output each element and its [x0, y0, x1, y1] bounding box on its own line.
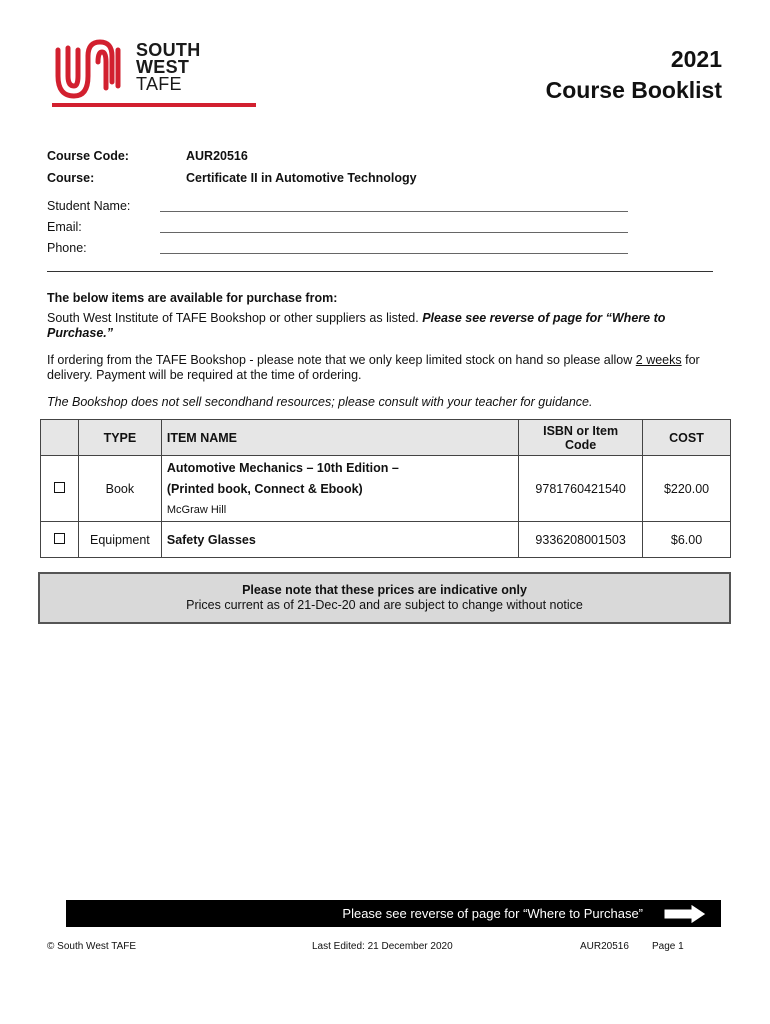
- ordering-text-post: for delivery. Payment will be required at the time of ordering.: [47, 353, 700, 382]
- row-type: Equipment: [78, 522, 161, 558]
- row-item-name: Safety Glasses: [161, 522, 518, 558]
- title-year: 2021: [670, 46, 722, 72]
- footer-last-edited: Last Edited: 21 December 2020: [312, 941, 453, 952]
- email-label: Email:: [47, 220, 82, 234]
- logo-mark-icon: [52, 36, 132, 102]
- table-row: [41, 522, 731, 558]
- logo-line-tafe: TAFE: [136, 74, 182, 94]
- logo-underline: [52, 103, 256, 107]
- course-code-label: Course Code:: [47, 149, 129, 163]
- footer-copyright: © South West TAFE: [47, 941, 137, 952]
- booklist-table: [40, 419, 731, 558]
- suppliers-paragraph: [47, 311, 707, 341]
- footer-page-number: Page 1: [652, 941, 684, 952]
- checkbox[interactable]: [54, 482, 65, 493]
- item-format: (Printed book, Connect & Ebook): [166, 481, 363, 496]
- footer-course-code: AUR20516: [580, 941, 629, 952]
- row-cost: $220.00: [643, 456, 731, 522]
- row-type: Book: [78, 456, 161, 522]
- row-isbn: 9781760421540: [519, 456, 643, 522]
- ordering-text-pre: If ordering from the TAFE Bookshop - please note that we only keep limited stock on hand so please allow: [47, 353, 633, 367]
- ordering-weeks: 2 weeks: [635, 353, 682, 367]
- table-row: [41, 456, 731, 522]
- row-isbn: 9336208001503: [519, 522, 643, 558]
- notice-line2: Prices current as of 21-Dec-20 and are subject to change without notice: [186, 598, 583, 612]
- header-checkbox-col: [41, 420, 79, 456]
- logo-wordmark: [136, 42, 201, 93]
- secondhand-note: The Bookshop does not sell secondhand resources; please consult with your teacher for guidance.: [47, 395, 593, 409]
- notice-line1: Please note that these prices are indicative only: [242, 583, 527, 597]
- where-to-purchase-text: Please see reverse of page for “Where to Purchase”: [342, 906, 643, 921]
- course-label: Course:: [47, 171, 95, 185]
- phone-label: Phone:: [47, 241, 87, 255]
- title-text: Course Booklist: [545, 77, 722, 103]
- header-type: TYPE: [78, 420, 161, 456]
- price-notice: [38, 572, 731, 624]
- course-code-value: AUR20516: [186, 149, 248, 163]
- logo-line-south: SOUTH: [136, 40, 201, 60]
- logo-line-west: WEST: [136, 57, 190, 77]
- table-header-row: [41, 420, 731, 456]
- purchase-heading: The below items are available for purchase from:: [47, 291, 338, 305]
- checkbox[interactable]: [54, 533, 65, 544]
- ordering-paragraph: [47, 353, 707, 383]
- header-item-name: ITEM NAME: [161, 420, 518, 456]
- row-item-name: [161, 456, 518, 522]
- row-cost: $6.00: [643, 522, 731, 558]
- phone-field[interactable]: [160, 253, 628, 254]
- header-cost: COST: [643, 420, 731, 456]
- item-title: Automotive Mechanics – 10th Edition –: [166, 460, 399, 475]
- arrow-right-icon: [663, 903, 707, 925]
- suppliers-emphasis: Please see reverse of page for “Where to Purchase.”: [47, 311, 666, 340]
- row-checkbox-cell[interactable]: [41, 456, 79, 522]
- where-to-purchase-bar: [66, 900, 721, 927]
- item-publisher: McGraw Hill: [166, 503, 227, 516]
- email-field[interactable]: [160, 232, 628, 233]
- header-isbn-text: ISBN or Item Code: [543, 423, 619, 452]
- document-title: [546, 44, 722, 106]
- student-name-field[interactable]: [160, 211, 628, 212]
- row-checkbox-cell[interactable]: [41, 522, 79, 558]
- south-west-tafe-logo: [52, 36, 256, 108]
- suppliers-text: South West Institute of TAFE Bookshop or other suppliers as listed.: [47, 311, 419, 325]
- header-isbn: [519, 420, 643, 456]
- course-value: Certificate II in Automotive Technology: [186, 171, 417, 185]
- student-name-label: Student Name:: [47, 199, 131, 213]
- section-divider: [47, 271, 713, 272]
